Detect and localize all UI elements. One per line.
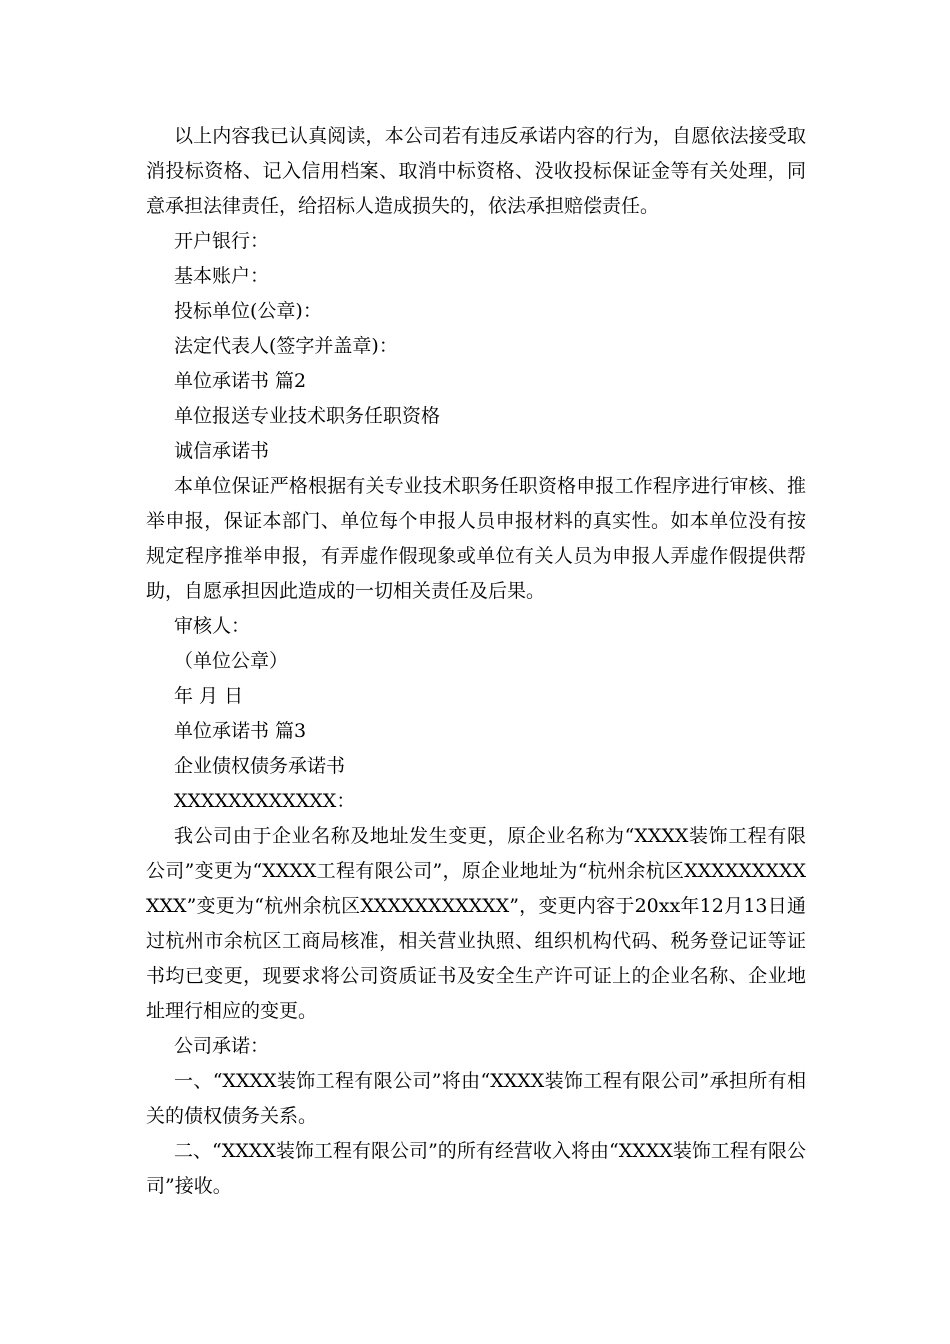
section-heading-part-2: 单位承诺书 篇2 [174, 370, 307, 392]
paragraph-commitment-consequences: 以上内容我已认真阅读，本公司若有违反承诺内容的行为，自愿依法接受取消投标资格、记入信用档案、取消中标资格、没收投标保证金等有关处理，同意承担法律责任，给招标人造成损失的，依法承担赔偿责任。 [146, 125, 806, 217]
paragraph-integrity-guarantee: 本单位保证严格根据有关专业技术职务任职资格申报工作程序进行审核、推举申报，保证本部门、单位每个申报人员申报材料的真实性。如本单位没有按规定程序推举申报，有弄虚作假现象或单位有关人员为申报人弄虚作假提供帮助，自愿承担因此造成的一切相关责任及后果。 [146, 475, 806, 602]
paragraph-name-address-change: 我公司由于企业名称及地址发生变更，原企业名称为“XXXX装饰工程有限公司”变更为“XXXX工程有限公司”，原企业地址为“杭州余杭区XXXXXXXXXXXX”变更为“杭州余杭区XXXXXXXXXXX”，变更内容于20xx年12月13日通过杭州市余杭区工商局核准，相关营业执照、组织机构代码、税务登记证等证书均已变更，现要求将公司资质证书及安全生产许可证上的企业名称、企业地址理行相应的变更。 [146, 825, 806, 1022]
field-bank: 开户银行： [174, 230, 270, 252]
field-legal-representative: 法定代表人(签字并盖章)： [174, 335, 398, 357]
section-heading-part-3: 单位承诺书 篇3 [174, 720, 307, 742]
document-title-line-1: 单位报送专业技术职务任职资格 [174, 405, 441, 427]
company-commitment-heading: 公司承诺： [174, 1035, 270, 1057]
commitment-item-2: 二、“XXXX装饰工程有限公司”的所有经营收入将由“XXXX装饰工程有限公司”接收。 [146, 1140, 806, 1197]
salutation: XXXXXXXXXXXX： [174, 790, 356, 812]
field-bidder-seal: 投标单位(公章)： [174, 300, 322, 322]
field-date: 年 月 日 [174, 685, 244, 707]
document-body [146, 119, 806, 1204]
commitment-item-1: 一、“XXXX装饰工程有限公司”将由“XXXX装饰工程有限公司”承担所有相关的债权债务关系。 [146, 1070, 806, 1127]
document-title-line-2: 诚信承诺书 [174, 440, 270, 462]
document-title-debt: 企业债权债务承诺书 [174, 755, 346, 777]
field-reviewer: 审核人： [174, 615, 251, 637]
field-unit-seal: （单位公章） [174, 650, 289, 672]
field-basic-account: 基本账户： [174, 265, 270, 287]
